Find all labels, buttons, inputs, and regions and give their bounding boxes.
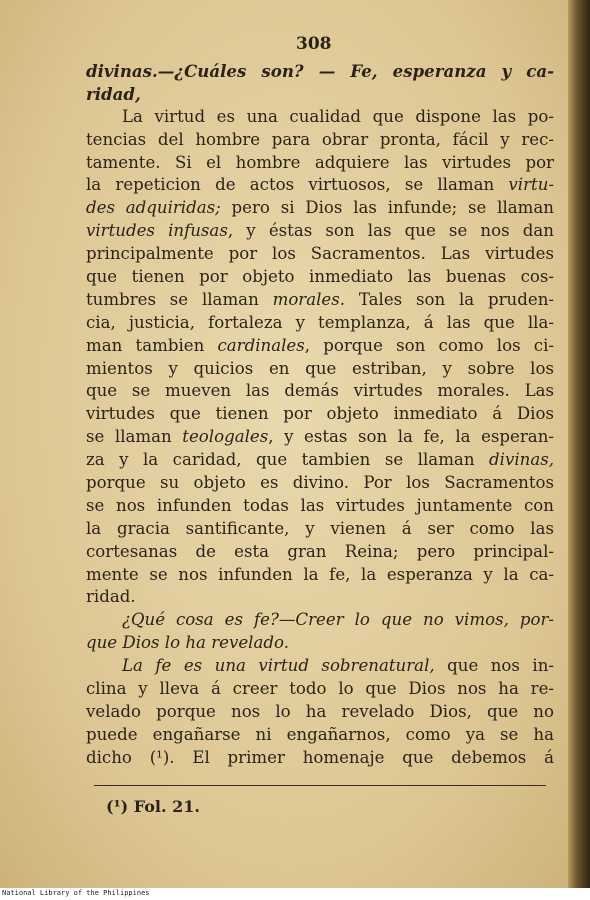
text-segment: principalmente por los Sacramentos. Las virtudes [86, 244, 554, 264]
text-segment: La fe es una virtud sobrenatural, [122, 656, 435, 676]
text-segment: virtudes que tienen por objeto inmediato á Dios [86, 404, 554, 424]
text-line [86, 83, 554, 106]
text-line [86, 495, 554, 518]
text-line [86, 701, 554, 724]
text-segment: porque su objeto es divino. Por los Sacramentos [86, 473, 554, 493]
text-line [86, 724, 554, 747]
text-line [86, 106, 554, 129]
text-line [86, 266, 554, 289]
text-line [86, 289, 554, 312]
text-segment: tencias del hombre para obrar pronta, fácil y rec- [86, 129, 554, 149]
text-segment: ridad, [86, 83, 141, 104]
text-line [86, 197, 554, 220]
text-line [86, 152, 554, 175]
footnote: (¹) Fol. 21. [106, 797, 200, 816]
text-line [86, 678, 554, 701]
text-segment: man tambien [86, 335, 218, 355]
text-segment: , y estas son la fe, la esperan- [268, 427, 554, 447]
text-line [86, 609, 554, 632]
text-segment: que nos in- [434, 656, 554, 676]
body-text [86, 60, 554, 770]
text-segment: la gracia santificante, y vienen á ser como las [86, 518, 554, 538]
text-segment: virtudes infusas [86, 221, 228, 241]
text-segment: que se mueven las demás virtudes morales. Las [86, 381, 554, 401]
text-segment: se llaman [86, 427, 183, 447]
text-segment: divinas, [489, 450, 554, 470]
text-segment: se nos infunden todas las virtudes juntamente con [86, 495, 554, 515]
page-number: 308 [296, 34, 332, 54]
text-line [86, 335, 554, 358]
text-segment: mientos y quicios en que estriban, y sobre los [86, 358, 554, 378]
text-segment: La virtud es una cualidad que dispone las po- [122, 106, 554, 126]
text-segment: la repeticion de actos virtuosos, se llaman [86, 175, 509, 195]
text-segment: ¿Qué cosa es fe?—Creer lo que no vimos, por- [122, 610, 554, 630]
text-line [86, 380, 554, 403]
text-line [86, 312, 554, 335]
text-line [86, 449, 554, 472]
text-segment: dicho (¹). El primer homenaje que debemos á [86, 747, 554, 767]
text-segment: cardinales [217, 335, 305, 355]
text-segment: cia, justicia, fortaleza y templanza, á las que lla- [86, 312, 554, 332]
text-line [86, 518, 554, 541]
text-line [86, 358, 554, 381]
text-line [86, 129, 554, 152]
text-line [86, 60, 554, 83]
text-line [86, 243, 554, 266]
text-line [86, 632, 554, 655]
text-line [86, 541, 554, 564]
text-segment: des adquiridas; [86, 198, 221, 218]
text-segment: teologales [182, 427, 269, 447]
text-segment: virtu- [508, 175, 554, 195]
text-line [86, 655, 554, 678]
text-line [86, 220, 554, 243]
book-spine [568, 0, 590, 888]
text-line [86, 403, 554, 426]
text-segment: divinas.—¿Cuáles son? — Fe, esperanza y ca- [86, 61, 554, 81]
text-line [86, 586, 554, 609]
text-segment: morales. [272, 289, 346, 309]
text-segment: Tales son la pruden- [345, 289, 554, 309]
text-line [86, 564, 554, 587]
text-segment: tumbres se llaman [86, 289, 273, 309]
text-segment: velado porque nos lo ha revelado Dios, que no [86, 701, 554, 721]
text-segment: , porque son como los ci- [304, 335, 554, 355]
text-segment: za y la caridad, que tambien se llaman [86, 450, 490, 470]
text-segment: que Dios lo ha revelado. [86, 633, 289, 653]
text-line [86, 174, 554, 197]
text-line [86, 472, 554, 495]
text-line [86, 426, 554, 449]
text-segment: puede engañarse ni engañarnos, como ya se ha [86, 724, 554, 744]
text-line [86, 747, 554, 770]
text-segment: que tienen por objeto inmediato las buenas cos- [86, 267, 554, 287]
text-segment: , y éstas son las que se nos dan [227, 221, 554, 241]
text-segment: pero si Dios las infunde; se llaman [220, 198, 554, 218]
text-segment: clina y lleva á creer todo lo que Dios nos ha re- [86, 679, 554, 699]
text-segment: tamente. Si el hombre adquiere las virtudes por [86, 152, 554, 172]
text-segment: ridad. [86, 587, 136, 607]
footer-credit: National Library of the Philippines [2, 889, 150, 897]
text-segment: mente se nos infunden la fe, la esperanza y la ca- [86, 564, 554, 584]
footnote-rule [94, 785, 546, 786]
text-segment: cortesanas de esta gran Reina; pero principal- [86, 541, 554, 561]
